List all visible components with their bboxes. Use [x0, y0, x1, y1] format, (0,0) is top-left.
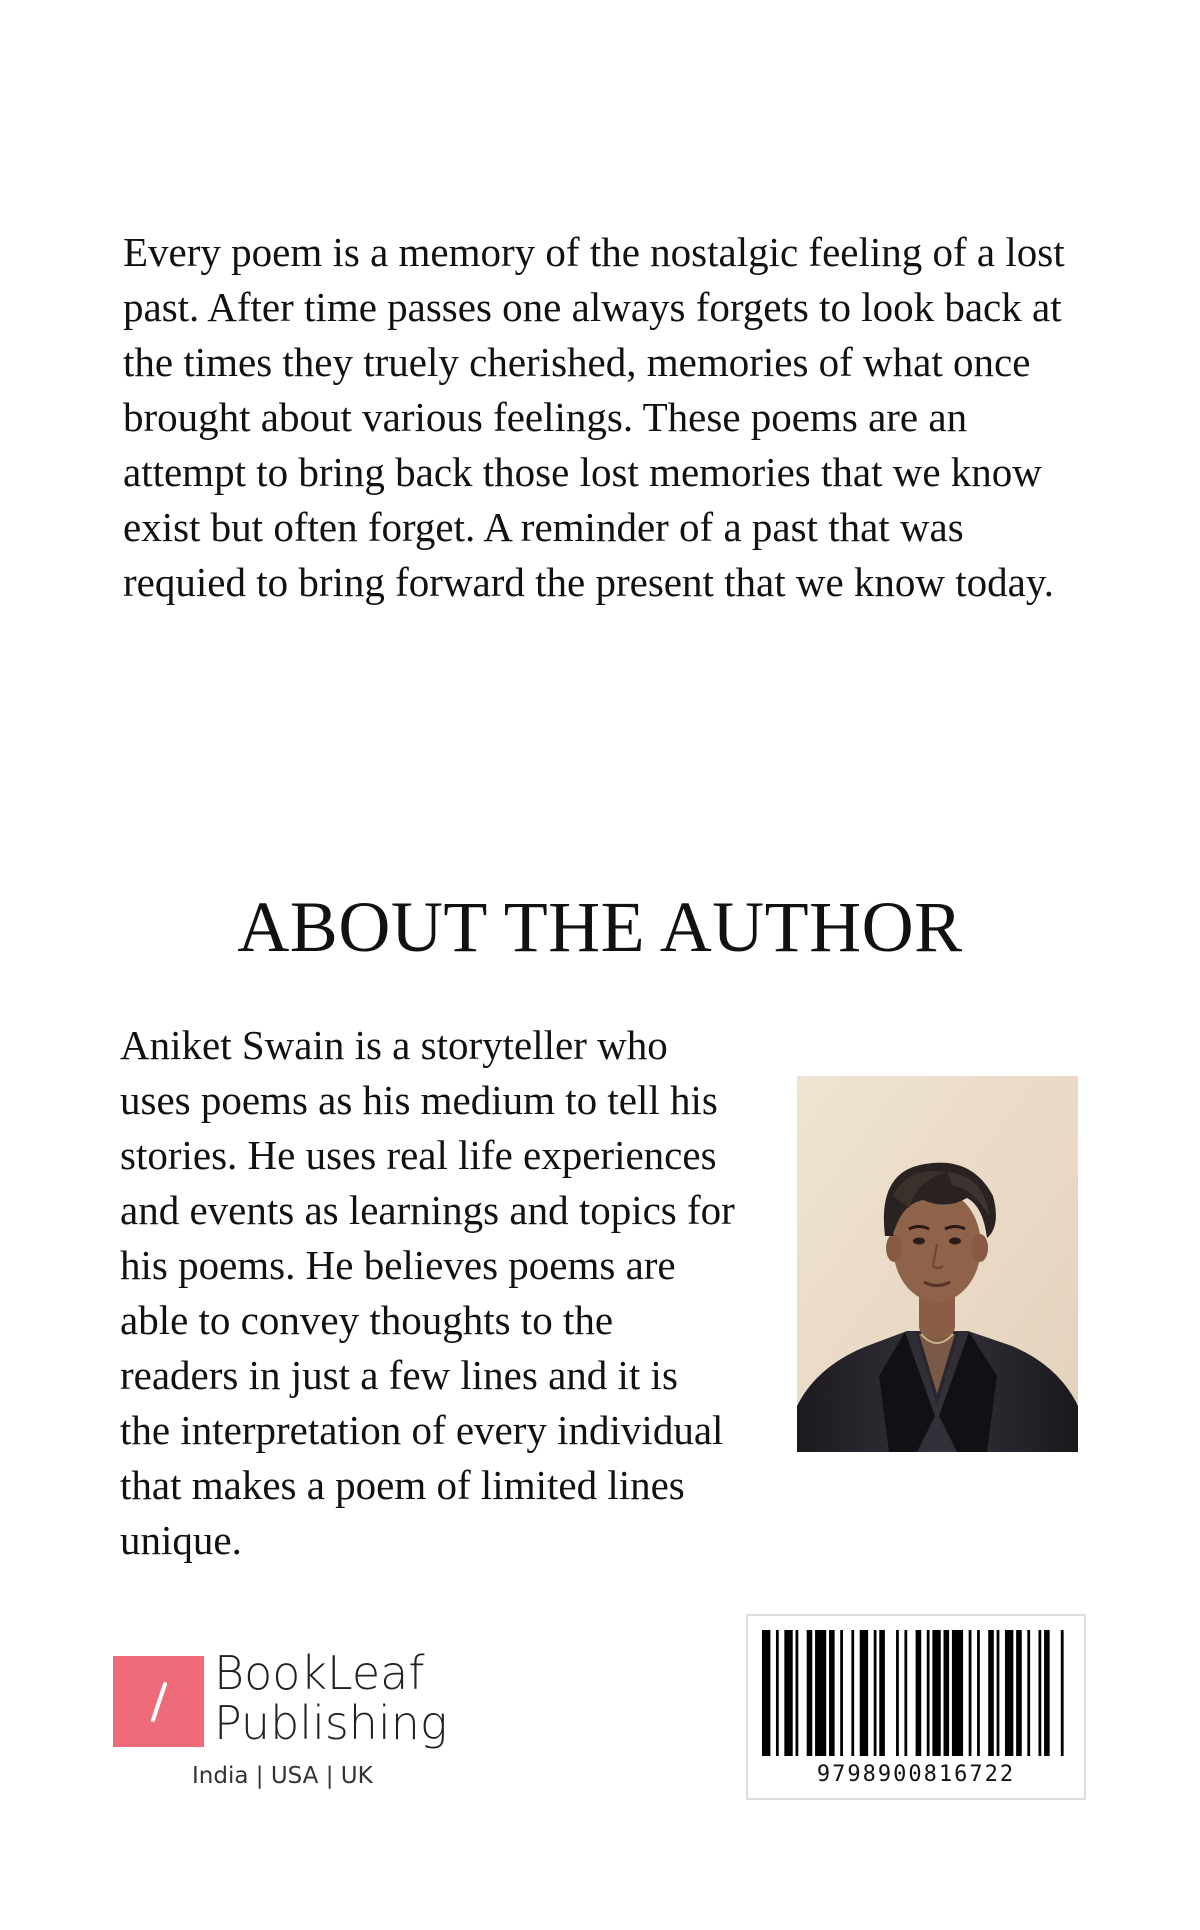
bio-line: and events as learnings and topics for	[120, 1187, 735, 1233]
barcode-bar	[952, 1630, 963, 1756]
barcode-bar	[916, 1630, 922, 1756]
about-the-author-heading: ABOUT THE AUTHOR	[237, 887, 963, 967]
bio-line: able to convey thoughts to the	[120, 1297, 614, 1343]
publisher-name-line1: BookLeaf	[214, 1646, 425, 1700]
blurb-line: requied to bring forward the present that we know today.	[123, 559, 1054, 605]
barcode-bar	[840, 1630, 843, 1756]
barcode-bar	[784, 1630, 792, 1756]
bio-line: his poems. He believes poems are	[120, 1242, 676, 1288]
barcode-bar	[1044, 1630, 1050, 1756]
bio-line: that makes a poem of limited lines	[120, 1462, 685, 1508]
barcode-bar	[1061, 1630, 1064, 1756]
bio-line: Aniket Swain is a storyteller who	[120, 1022, 668, 1068]
publisher-regions: India | USA | UK	[192, 1763, 373, 1789]
barcode-bar	[927, 1630, 930, 1756]
blurb-line: past. After time passes one always forgets to look back at	[123, 284, 1062, 330]
isbn-barcode	[746, 1614, 1086, 1800]
barcode-bar	[969, 1630, 972, 1756]
blurb-line: the times they truely cherished, memories of what once	[123, 339, 1031, 385]
bio-line: stories. He uses real life experiences	[120, 1132, 717, 1178]
barcode-bar	[997, 1630, 1000, 1756]
barcode-bar	[977, 1630, 980, 1756]
barcode-bar	[988, 1630, 994, 1756]
barcode-bar	[1016, 1630, 1022, 1756]
barcode-bar	[762, 1630, 770, 1756]
blurb-line: brought about various feelings. These poems are an	[123, 394, 968, 440]
barcode-bar	[1038, 1630, 1041, 1756]
barcode-bar	[879, 1630, 885, 1756]
barcode-bar	[874, 1630, 877, 1756]
bio-line: unique.	[120, 1517, 242, 1563]
blurb-line: attempt to bring back those lost memories that we know	[123, 449, 1042, 495]
author-photo	[797, 1076, 1078, 1452]
barcode-bar	[1027, 1630, 1030, 1756]
barcode-bar	[776, 1630, 779, 1756]
barcode-bar	[807, 1630, 813, 1756]
barcode-bar	[896, 1630, 899, 1756]
barcode-bar	[796, 1630, 799, 1756]
barcode-bar	[904, 1630, 907, 1756]
isbn-number: 9798900816722	[816, 1762, 1016, 1787]
barcode-bar	[851, 1630, 854, 1756]
barcode-bar	[944, 1630, 950, 1756]
bookleaf-logo-icon	[113, 1656, 204, 1747]
blurb-line: Every poem is a memory of the nostalgic feeling of a lost	[123, 229, 1065, 275]
barcode-bar	[815, 1630, 826, 1756]
barcode-bar	[829, 1630, 835, 1756]
barcode-bar	[932, 1630, 940, 1756]
publisher-name-line2: Publishing	[214, 1696, 448, 1750]
bio-line: the interpretation of every individual	[120, 1407, 724, 1453]
barcode-bar	[860, 1630, 868, 1756]
bio-line: readers in just a few lines and it is	[120, 1352, 678, 1398]
blurb-line: exist but often forget. A reminder of a past that was	[123, 504, 964, 550]
barcode-bar	[1005, 1630, 1013, 1756]
barcode-bars-icon	[762, 1630, 1072, 1756]
bio-line: uses poems as his medium to tell his	[120, 1077, 718, 1123]
